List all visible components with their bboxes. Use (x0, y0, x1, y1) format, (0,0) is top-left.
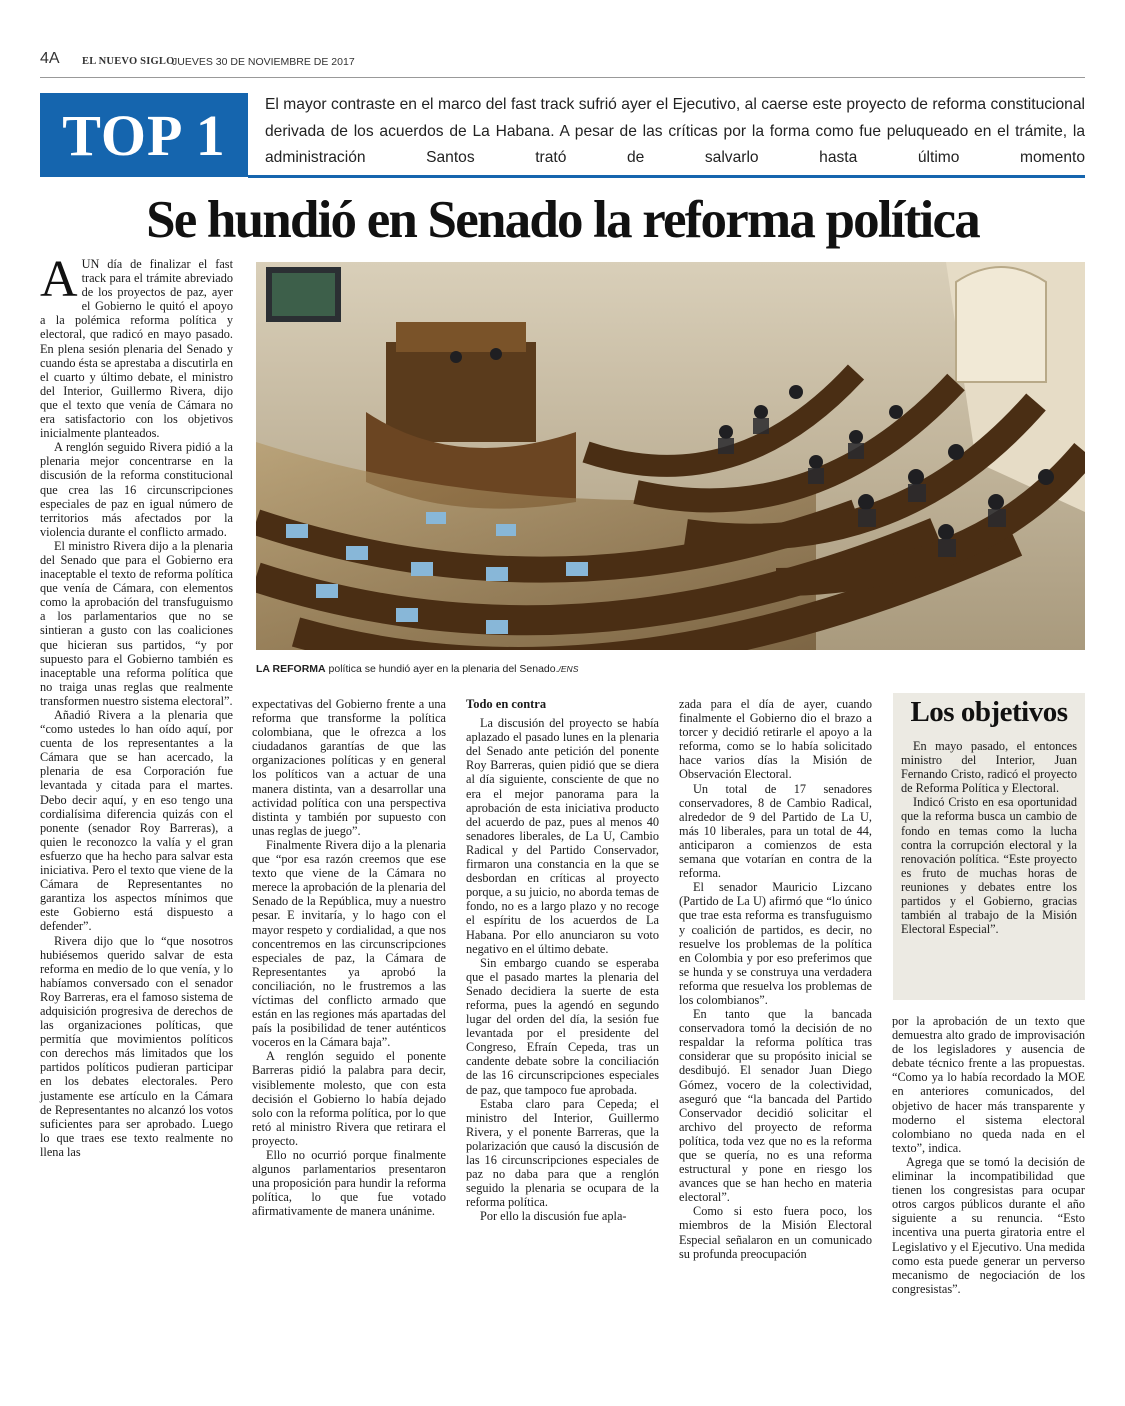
deck-rule (248, 175, 1085, 178)
article-paragraph: expectativas del Gobierno frente a una reforma que transforme la política colombiana, que le ofrezca a los ciudadanos garantías de que las organizaciones políticas y en general los políticos van a actuar de una manera distinta, van a desarrollar una actividad política con una perspectiva distinta y también por supuesto con unas reglas de juego”. (252, 697, 446, 838)
article-paragraph: Estaba claro para Cepeda; el ministro del Interior, Guillermo Rivera, y el ponente Barreras, que la polarización que causó la discusión de las 16 circunscripciones especiales de paz no daba para que a renglón seguido la plenaria se ocupara de la reforma política. (466, 1096, 659, 1210)
photo-caption (256, 663, 578, 675)
article-paragraph: El senador Mauricio Lizcano (Partido de La U) afirmó que “lo único que trae esta reforma es transfuguismo y coalición de partidos, es decir, no resuelve los problemas de la política en Colombia y por eso preferimos que se hunda y se construya una verdadera reforma que resuelva los problemas de los colombianos”. (679, 880, 872, 1007)
article-deck: El mayor contraste en el marco del fast track sufrió ayer el Ejecutivo, al caerse este proyecto de reforma constitucional derivada de los acuerdos de La Habana. A pesar de las críticas por la forma como fue peluqueado en el trámite, la administración Santos trató de salvarlo hasta último momento (265, 96, 1085, 166)
top-badge: TOP 1 (40, 93, 248, 177)
issue-date: JUEVES 30 DE NOVIEMBRE DE 2017 (172, 56, 355, 68)
article-paragraph: zada para el día de ayer, cuando finalmente el Gobierno dio el brazo a torcer y decidió retirarle el apoyo a la reforma, como se lo había solicitado hace varios días la Misión de Observación Electoral. (679, 697, 872, 782)
caption-text: política se hundió ayer en la plenaria del Senado. (325, 663, 559, 675)
article-column-5 (892, 1014, 1085, 1296)
article-paragraph: Finalmente Rivera dijo a la plenaria que “por esa razón creemos que ese texto que viene de la Cámara no merece la aprobación de la plenaria del Senado de la República, muy a nuestro pesar. E invitaría, y lo hago con el mayor respeto y cordialidad, a que nos concentremos en las circunscripciones especiales de paz, la Cámara de Representantes ya aprobó la conciliación, no le frustremos a las víctimas del conflicto armado que están en las regiones más apartadas del país la posibilidad de tener auténticos voceros en la Cámara baja”. (252, 837, 446, 1050)
article-paragraph: La discusión del proyecto se había aplazado el pasado lunes en la plenaria del Senado ante petición del ponente Roy Barreras, quien pidió que se diera al día siguiente, consciente de que no era el mejor panorama para la aprobación de esta iniciativa producto del acuerdo de paz, pues al menos 40 senadores liberales, de La U, Cambio Radical y del Partido Conservador, firmaron una constancia en la que se desbordan en críticas al proyecto porque, a su juicio, no aborda temas de fondo, no es a largo plazo y no recoge el espíritu de los acuerdos de La Habana. Por ello anunciaron su voto negativo en el último debate. (466, 716, 659, 956)
page-folio: 4A (40, 50, 60, 67)
newspaper-name: EL NUEVO SIGLO (82, 56, 175, 67)
article-paragraph: Añadió Rivera a la plenaria que “como ustedes lo han oído aquí, por cuenta de los representantes a la Cámara que se han acercado, la plenaria de esa Corporación fue levantada y citada para el martes. Debo decir aquí, y en eso tengo una cordialísima diferencia quizás con el ponente (senador Roy Barreras), a quien le reconozco la valía y el gran esfuerzo que ha hecho para salvar esta iniciativa. Pero el texto que viene de la Cámara de Representantes no garantiza los aspectos mínimos que este Gobierno está dispuesto a defender”. (40, 708, 233, 934)
article-headline: Se hundió en Senado la reforma política (146, 191, 979, 249)
article-paragraph: Por ello la discusión fue apla- (480, 1209, 627, 1224)
caption-credit: /ENS (558, 664, 579, 674)
sidebar-body (901, 739, 1077, 936)
article-paragraph: Como si esto fuera poco, los miembros de la Misión Electoral Especial señalaron en un comunicado su profunda preocupación (679, 1204, 872, 1261)
article-paragraph: Rivera dijo que lo “que nosotros hubiésemos querido salvar de esta reforma en medio de lo que venía, y lo habíamos conversado con el senador Roy Barreras, era el famoso sistema de adquisición progresiva de derechos de las organizaciones políticas, que permitía que movimientos políticos con derechos más limitados que los partidos políticos pudieran participar en los debates electorales. Pero justamente ese artículo en la Cámara de Representantes no alcanzó los votos suficientes para ser aprobado. Luego lo que traes ese texto realmente no llena las (40, 933, 233, 1159)
article-paragraph: El ministro Rivera dijo a la plenaria del Senado que para el Gobierno era inaceptable el texto de reforma política que venía de Cámara, con elementos como la aprobación del transfuguismo a los parlamentarios que no se sintieran a gusto con las coaliciones que hicieran sus partidos, “y por supuesto para el Gobierno también es inaceptable una reforma política que no traiga unas reglas que realmente transformen nuestro sistema electoral”. (40, 538, 233, 708)
sidebar-box (893, 693, 1085, 1000)
sidebar-paragraph: En mayo pasado, el entonces ministro del Interior, Juan Fernando Cristo, radicó el proyecto de Reforma Política y Electoral. (901, 739, 1077, 796)
article-column-1 (40, 251, 233, 1159)
caption-lead: LA REFORMA (256, 663, 326, 675)
sidebar-title: Los objetivos (910, 696, 1068, 728)
sidebar-paragraph: Indicó Cristo en esa oportunidad que la reforma busca un cambio de fondo en temas como la lucha contra la corrupción electoral y la renovación política. “Este proyecto es fruto de muchas horas de reuniones y debates entre los partidos y el Gobierno, gracias también al trabajo de la Misión Electoral Especial”. (901, 795, 1077, 937)
article-paragraph: A renglón seguido Rivera pidió a la plenaria mejor concentrarse en la discusión de la reforma constitucional que crea las 16 circunscripciones especiales de paz en igual número de territorios más afectados por la violencia durante el conflicto armado. (40, 440, 233, 539)
article-paragraph: En tanto que la bancada conservadora tomó la decisión de no respaldar la reforma política tras considerar que su propósito inicial se desdibujó. El senador Juan Diego Gómez, vocero de la colectividad, aseguró que “la bancada del Partido Conservador decidió solicitar el archivo del proyecto de reforma política, toda vez que no es la reforma que se quería, no es una reforma estructural y pone en riesgo los avances que se han hecho en materia electoral”. (679, 1007, 872, 1205)
photo-illustration (256, 262, 1085, 650)
article-paragraph: UN día de finalizar el fast track para el trámite abreviado de los proyectos de paz, ayer el Gobierno le quitó el apoyo a la polémica reforma política y electoral, que radicó en mayo pasado. En plena sesión plenaria del Senado y cuando ésta se aprestaba a discutirla en el cuarto y último debate, el ministro del Interior, Guillermo Rivera, dijo que el texto que venía de Cámara no era satisfactorio con los objetivos inicialmente planteados. (40, 257, 233, 441)
article-paragraph: por la aprobación de un texto que demuestra alto grado de improvisación de los legisladores y ausencia de debate técnico frente a las propuestas. “Como ya lo había recordado la MOE en anteriores comunicados, del objetivo de hacer más transparente y moderno el sistema electoral colombiano no queda nada en el texto”, indica. (892, 1014, 1085, 1155)
article-paragraph: Agrega que se tomó la decisión de eliminar la incompatibilidad que tienen los congresistas para ocupar otros cargos públicos durante el año siguiente a su renuncia. “Esto incentiva una puerta giratoria entre el Legislativo y el Ejecutivo. Una medida como esta puede generar un perverso mecanismo de negociación de los congresistas”. (892, 1154, 1085, 1296)
article-column-3 (466, 697, 659, 1223)
subheading: Todo en contra (466, 697, 547, 711)
article-paragraph: Ello no ocurrió porque finalmente algunos parlamentarios presentaron una proposición para hundir la reforma política, lo que fue votado afirmativamente de manera unánime. (252, 1148, 446, 1219)
article-column-4 (679, 697, 872, 1261)
article-paragraph: A renglón seguido el ponente Barreras pidió la palabra para decir, visiblemente molesto, que con esta decisión el Gobierno lo había dejado solo con la reforma política, por lo que retó al ministro Rivera que retirara el proyecto. (252, 1049, 446, 1148)
drop-cap: A (40, 251, 78, 308)
senate-chamber-photo (256, 262, 1085, 650)
article-paragraph: Sin embargo cuando se esperaba que el pasado martes la plenaria del Senado decidiera la suerte de esta reforma, pues la agendó en segundo lugar del orden del día, la sesión fue levantada por el presidente del Congreso, Efraín Cepeda, tras un candente debate sobre la conciliación de las 16 circunscripciones especiales de paz, que tampoco fue aprobada. (466, 955, 659, 1097)
article-paragraph: Un total de 17 senadores conservadores, 8 de Cambio Radical, alrededor de 9 del Partido de La U, más 10 liberales, para un total de 44, anticiparon a comienzos de esta semana que votarían en contra de la reforma. (679, 781, 872, 881)
article-column-2 (252, 697, 446, 1218)
header-rule (40, 77, 1085, 78)
